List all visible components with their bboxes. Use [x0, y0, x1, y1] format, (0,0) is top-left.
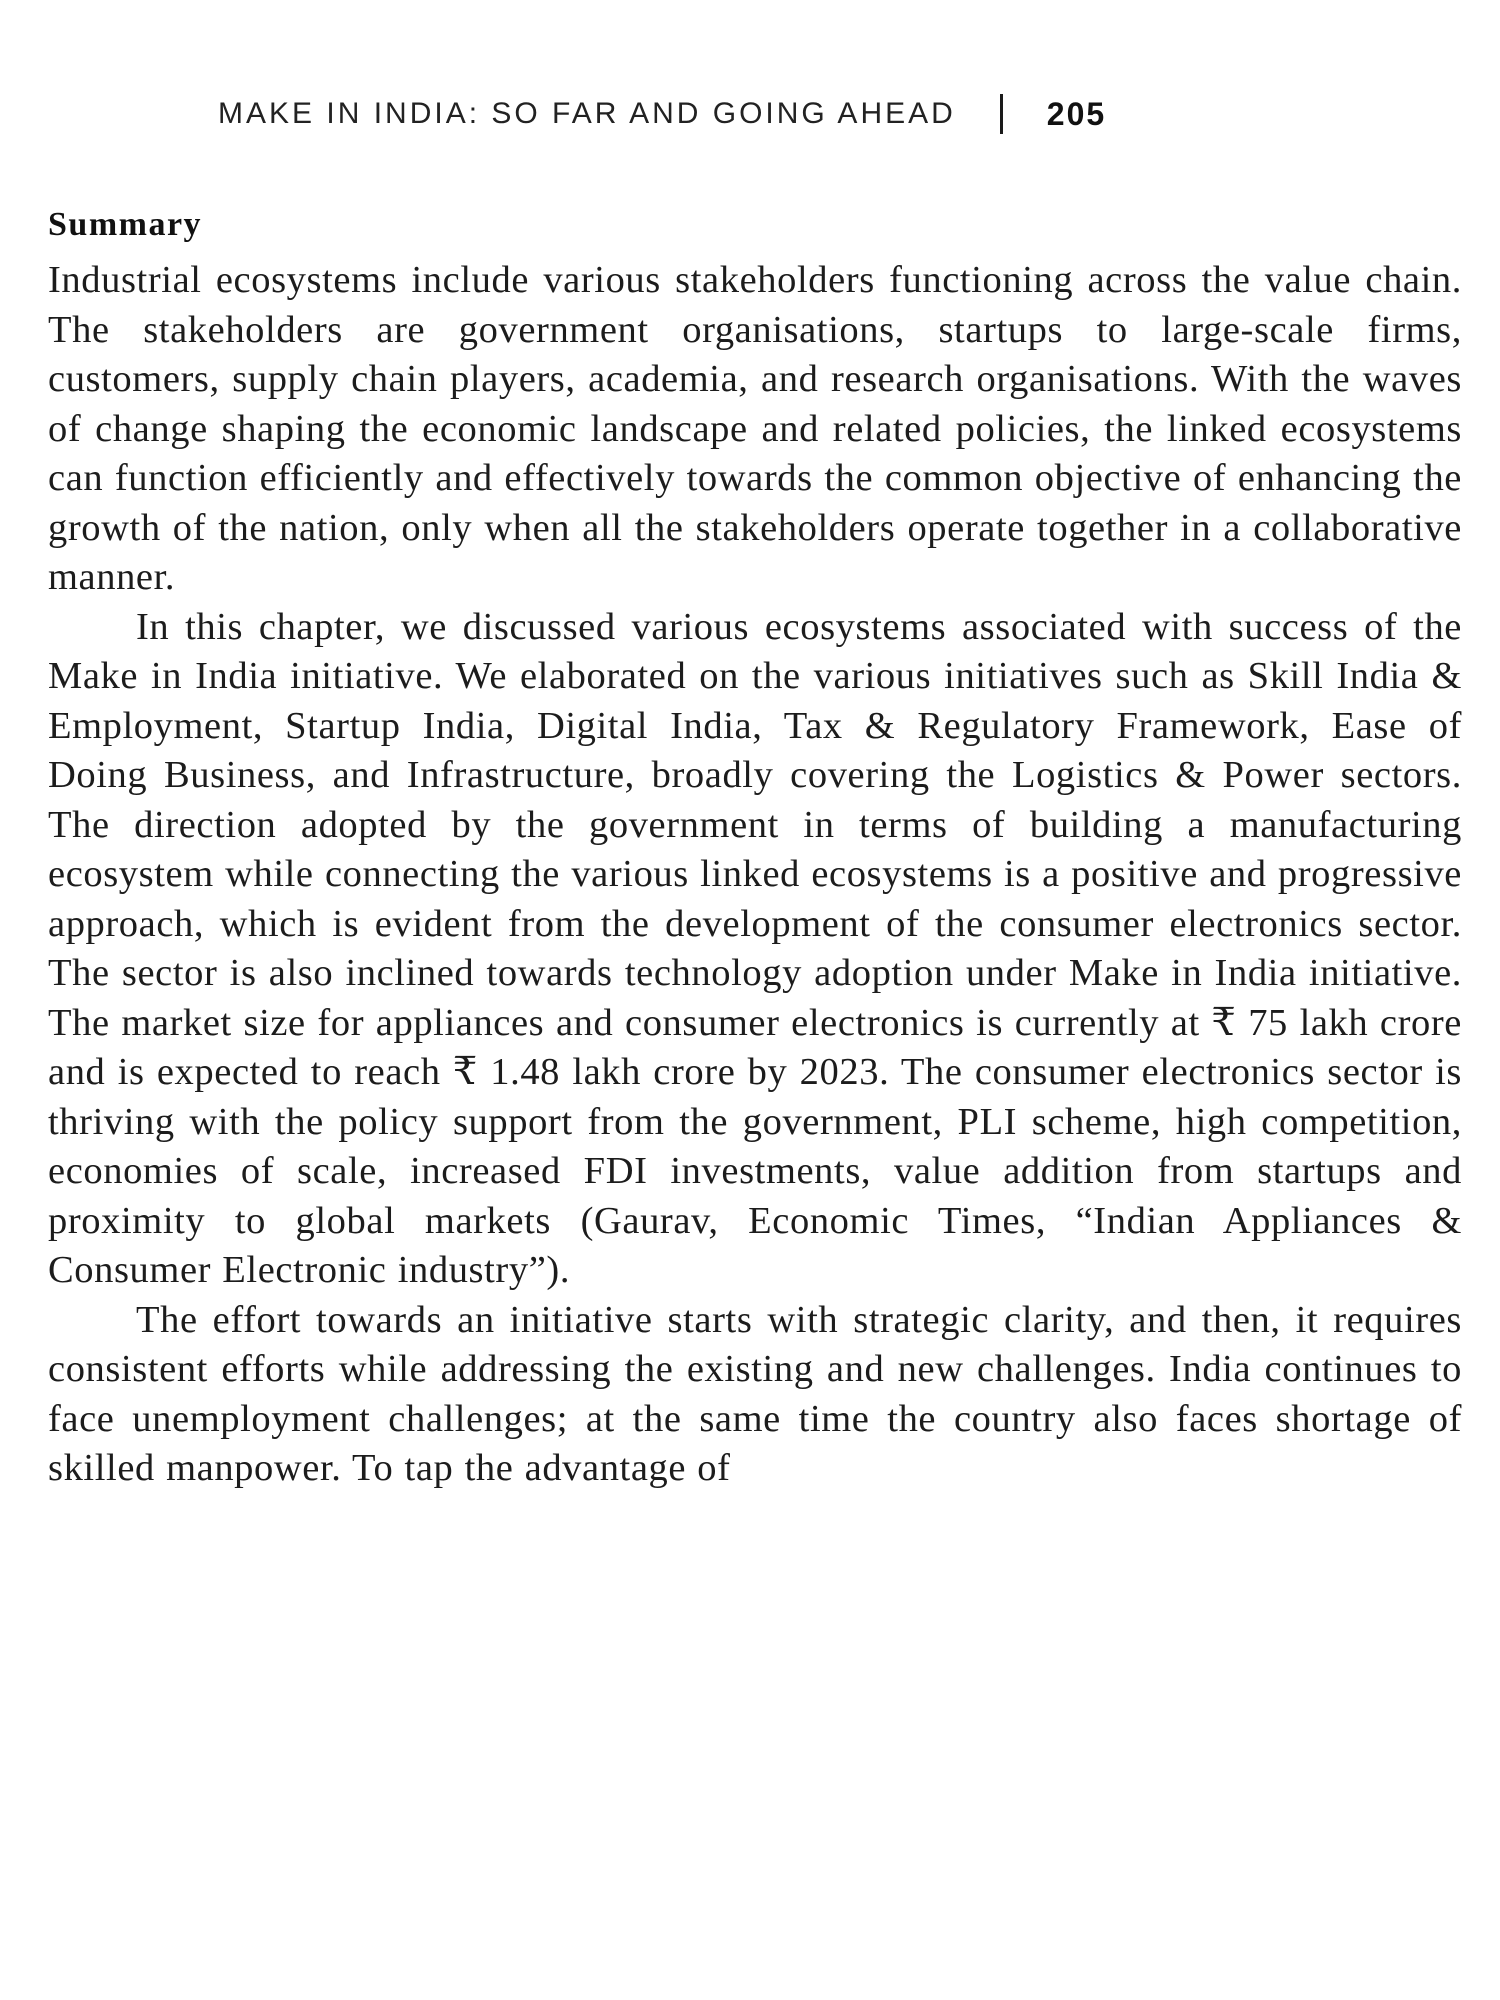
header-divider: [1000, 94, 1003, 134]
paragraph-3: The effort towards an initiative starts with strategic clarity, and then, it requires consistent efforts while addressing the existing and new challenges. India continues to face unemployment challenges; at the same time the country also faces shortage of skilled manpower. To tap the advantage of: [48, 1298, 1462, 1489]
running-header-title: MAKE IN INDIA: SO FAR AND GOING AHEAD: [218, 97, 956, 130]
page-number: 205: [1046, 95, 1107, 132]
paragraph-1: Industrial ecosystems include various stakeholders functioning across the value chain. The stakeholders are government organisations, startups to large-scale firms, customers, supply chain players, academia, and research organisations. With the waves of change shaping the economic landscape and related policies, the linked ecosystems can function efficiently and effectively towards the common objective of enhancing the growth of the nation, only when all the stakeholders operate together in a collaborative manner.: [48, 259, 1462, 598]
running-header: [218, 92, 1298, 136]
section-heading: Summary: [48, 206, 203, 243]
paragraph-2: In this chapter, we discussed various ecosystems associated with success of the Make in India initiative. We elaborated on the various initiatives such as Skill India & Employment, Startup India, Digital India, Tax & Regulatory Framework, Ease of Doing Business, and Infrastructure, broadly covering the Logistics & Power sectors. The direction adopted by the government in terms of building a manufacturing ecosystem while connecting the various linked ecosystems is a positive and progressive approach, which is evident from the development of the consumer electronics sector. The sector is also inclined towards technology adoption under Make in India initiative. The market size for appliances and consumer electronics is currently at ₹ 75 lakh crore and is expected to reach ₹ 1.48 lakh crore by 2023. The consumer electronics sector is thriving with the policy support from the government, PLI scheme, high competition, economies of scale, increased FDI investments, value addition from startups and proximity to global markets (Gaurav, Economic Times, “Indian Appliances & Consumer Electronic industry”).: [48, 605, 1462, 1291]
body-text: [48, 200, 1462, 1494]
